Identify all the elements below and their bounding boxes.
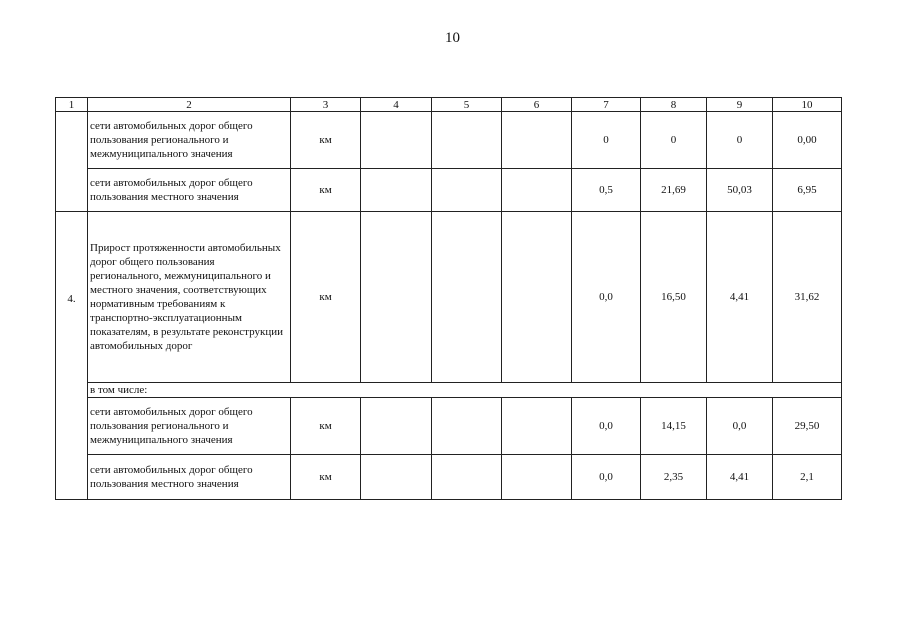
value-cell — [361, 398, 432, 455]
value-cell: 16,50 — [641, 212, 707, 383]
value-cell — [432, 112, 502, 169]
column-number-row — [56, 98, 842, 112]
value-cell: 4,41 — [707, 212, 773, 383]
value-cell: 0,0 — [572, 212, 641, 383]
value-cell — [361, 212, 432, 383]
value-cell: 0,5 — [572, 169, 641, 212]
row-index — [56, 112, 88, 212]
value-cell: 2,35 — [641, 455, 707, 500]
table-row — [56, 112, 842, 169]
value-cell: 0 — [641, 112, 707, 169]
value-cell: 0 — [707, 112, 773, 169]
unit-cell: км — [291, 398, 361, 455]
value-cell: 0,0 — [572, 455, 641, 500]
value-cell: 0,00 — [773, 112, 842, 169]
table-row — [56, 212, 842, 383]
column-header: 2 — [88, 98, 291, 112]
subtotal-caption: в том числе: — [88, 383, 842, 398]
value-cell: 14,15 — [641, 398, 707, 455]
table-row — [56, 169, 842, 212]
value-cell — [361, 169, 432, 212]
indicator-name: сети автомобильных дорог общего пользования регионального и межмуниципального значения — [88, 112, 291, 169]
table-row — [56, 398, 842, 455]
value-cell — [432, 212, 502, 383]
column-header: 6 — [502, 98, 572, 112]
value-cell — [502, 455, 572, 500]
value-cell: 4,41 — [707, 455, 773, 500]
column-header: 1 — [56, 98, 88, 112]
value-cell — [432, 169, 502, 212]
indicator-name: сети автомобильных дорог общего пользования местного значения — [88, 455, 291, 500]
value-cell: 0,0 — [707, 398, 773, 455]
value-cell — [502, 112, 572, 169]
value-cell: 2,1 — [773, 455, 842, 500]
column-header: 7 — [572, 98, 641, 112]
value-cell — [502, 212, 572, 383]
column-header: 3 — [291, 98, 361, 112]
table-row — [56, 455, 842, 500]
page-number: 10 — [445, 30, 460, 46]
unit-cell: км — [291, 169, 361, 212]
row-index: 4. — [56, 212, 88, 500]
value-cell — [361, 112, 432, 169]
table-row — [56, 383, 842, 398]
value-cell: 50,03 — [707, 169, 773, 212]
value-cell: 0 — [572, 112, 641, 169]
value-cell: 29,50 — [773, 398, 842, 455]
value-cell: 31,62 — [773, 212, 842, 383]
value-cell — [361, 455, 432, 500]
column-header: 5 — [432, 98, 502, 112]
value-cell: 0,0 — [572, 398, 641, 455]
unit-cell: км — [291, 212, 361, 383]
indicators-table — [55, 97, 842, 500]
unit-cell: км — [291, 112, 361, 169]
value-cell: 21,69 — [641, 169, 707, 212]
column-header: 8 — [641, 98, 707, 112]
indicator-name: Прирост протяженности автомобильных дорог общего пользования регионального, межмуниципального и местного значения, соответствующих нормативным требованиям к транспортно-эксплуатационным показателям, в результате реконструкции автомобильных дорог — [88, 212, 291, 383]
value-cell — [432, 455, 502, 500]
indicator-name: сети автомобильных дорог общего пользования местного значения — [88, 169, 291, 212]
value-cell — [432, 398, 502, 455]
value-cell: 6,95 — [773, 169, 842, 212]
indicator-name: сети автомобильных дорог общего пользования регионального и межмуниципального значения — [88, 398, 291, 455]
value-cell — [502, 398, 572, 455]
unit-cell: км — [291, 455, 361, 500]
value-cell — [502, 169, 572, 212]
column-header: 9 — [707, 98, 773, 112]
column-header: 10 — [773, 98, 842, 112]
column-header: 4 — [361, 98, 432, 112]
